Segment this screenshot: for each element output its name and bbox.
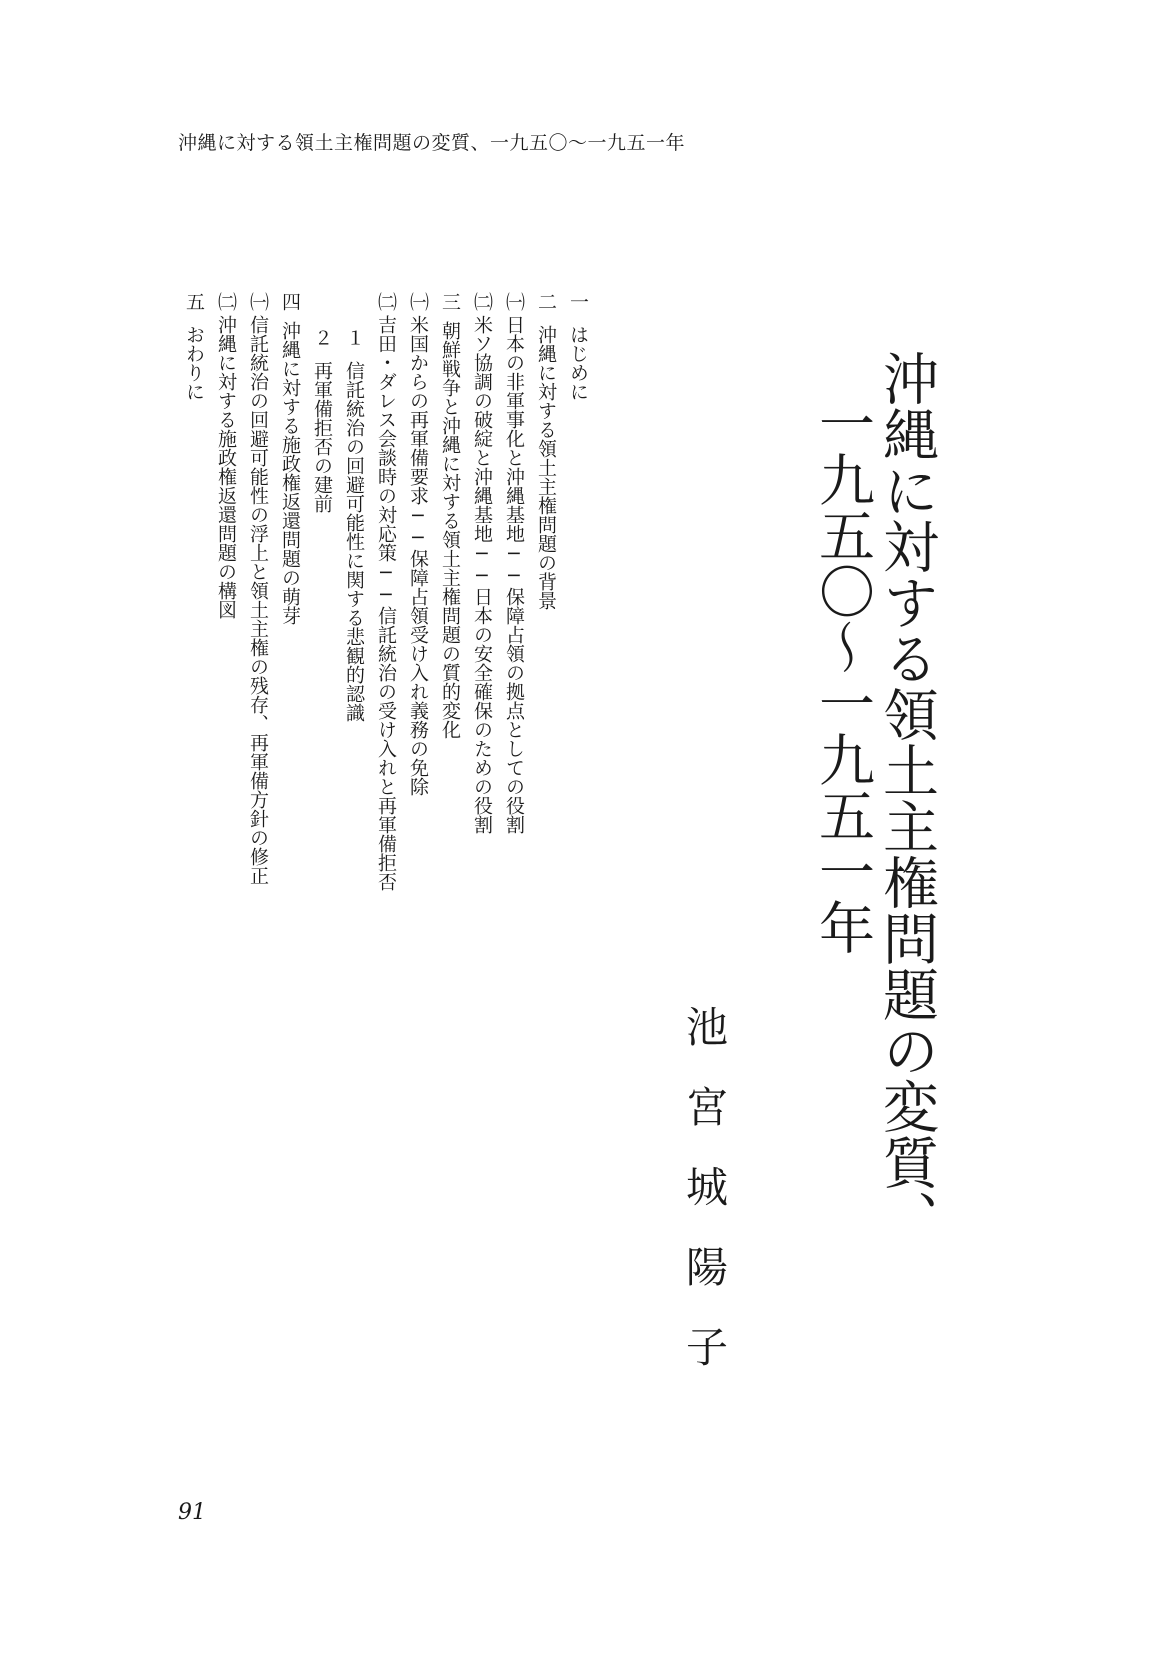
toc-item-number: 二 [535,292,557,311]
toc-item [215,292,237,619]
article-title-line-2: 一九五〇～一九五一年 [810,395,875,955]
toc-item-text: 日本の非軍事化と沖縄基地──保障占領の拠点としての役割 [503,315,525,834]
article-title-line-1: 沖縄に対する領土主権問題の変質、 [874,350,939,1246]
toc-item-text: 米ソ協調の破綻と沖縄基地──日本の安全確保のための役割 [471,315,493,834]
toc-item [279,292,301,625]
toc-item [503,292,525,834]
toc-item-number: 四 [279,292,301,311]
toc-item-text: 吉田・ダレス会談時の対応策──信託統治の受け入れと再軍備拒否 [375,315,397,891]
toc-item-number: ㈠ [247,292,269,311]
author-name: 池宮城陽子 [680,1005,729,1405]
toc-item-number: 五 [183,292,205,311]
toc-item [375,292,397,891]
toc-item-number: ㈡ [471,292,493,311]
toc-item-text: はじめに [567,325,589,401]
toc-item-number: 三 [439,292,461,311]
toc-item-number: １ [343,328,365,347]
page-number: 91 [178,1500,206,1525]
toc-item [343,328,365,722]
toc-item [535,292,557,610]
toc-item [407,292,429,796]
toc-item [311,328,333,513]
toc-item-text: 沖縄に対する施政権返還問題の構図 [215,315,237,619]
toc-item-text: 沖縄に対する領土主権問題の背景 [535,325,557,610]
toc-item-text: 米国からの再軍備要求──保障占領受け入れ義務の免除 [407,315,429,796]
toc-item [567,292,589,401]
toc-item [439,292,461,739]
toc-item-number: ㈠ [407,292,429,311]
toc-item-text: おわりに [183,325,205,401]
toc-item-text: 信託統治の回避可能性の浮上と領土主権の残存、再軍備方針の修正 [247,315,269,885]
toc-item-number: ㈡ [215,292,237,311]
toc-item-number: ２ [311,328,333,347]
running-header: 沖縄に対する領土主権問題の変質、一九五〇～一九五一年 [178,132,686,154]
toc-item-number: ㈠ [503,292,525,311]
toc-item-number: ㈡ [375,292,397,311]
toc-item [183,292,205,401]
toc-item-text: 信託統治の回避可能性に関する悲観的認識 [343,361,365,722]
toc-item-text: 再軍備拒否の建前 [311,361,333,513]
toc-item [471,292,493,834]
toc-item-text: 朝鮮戦争と沖縄に対する領土主権問題の質的変化 [439,321,461,739]
toc-item-number: 一 [567,292,589,311]
toc-item [247,292,269,885]
toc-item-text: 沖縄に対する施政権返還問題の萌芽 [279,321,301,625]
